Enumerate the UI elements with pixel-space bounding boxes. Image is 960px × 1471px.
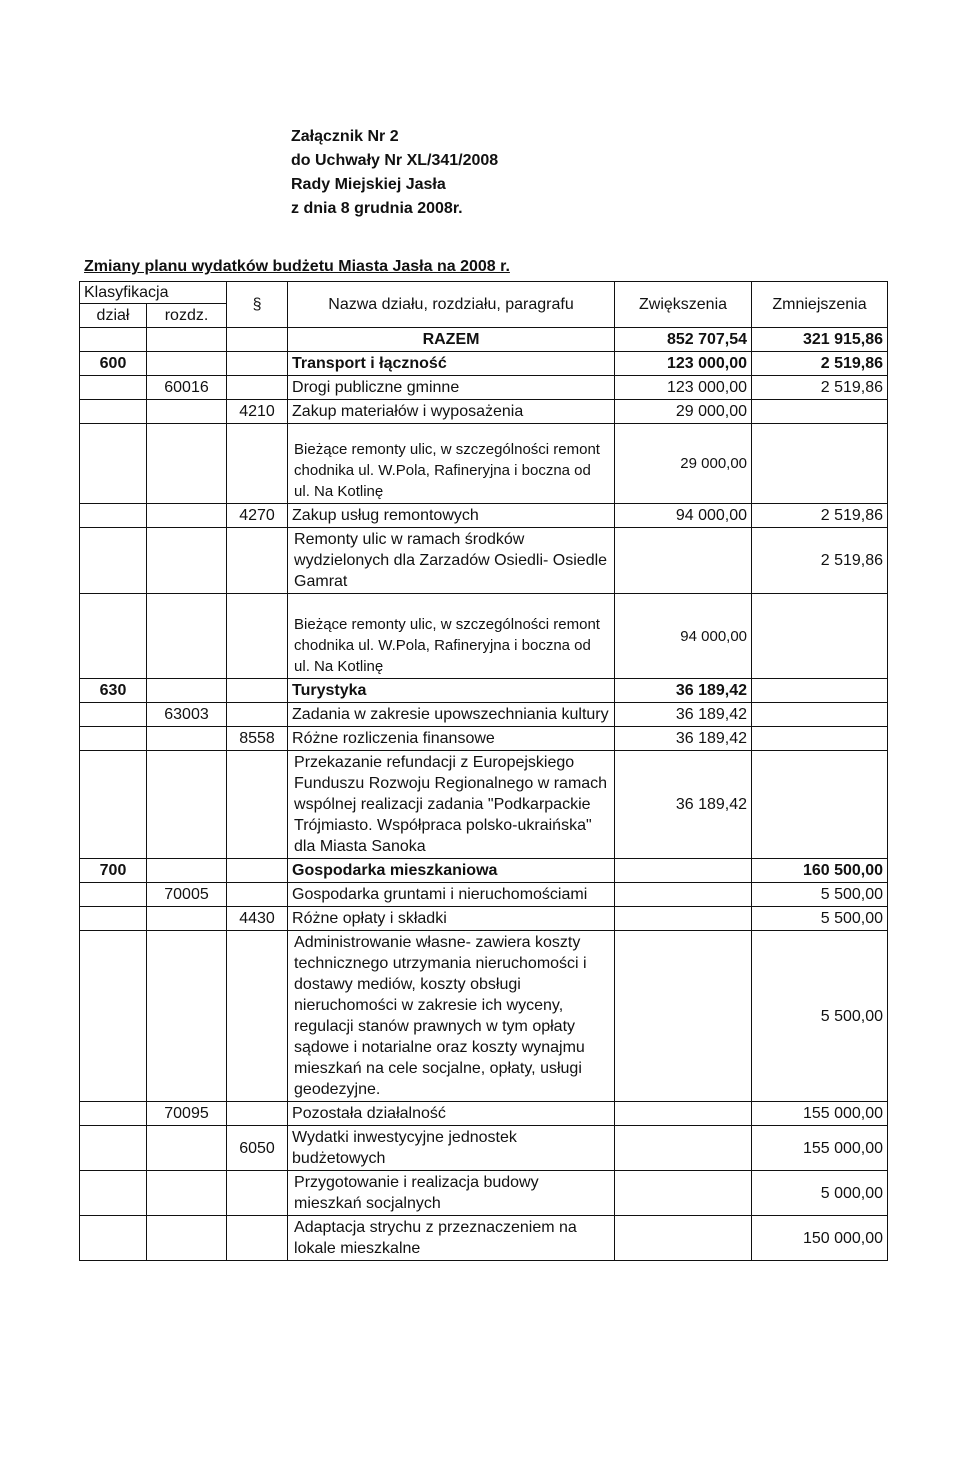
- row-increase: 94 000,00: [615, 594, 752, 679]
- row-decrease: 5 500,00: [752, 931, 888, 1102]
- row-description: Administrowanie własne- zawiera koszty technicznego utrzymania nieruchomości i dostawy mediów, koszty obsługi nieruchomości w zakresie ich wyceny, regulacji stanów prawnych w tym opłaty sądowe i notarialne oraz koszty wynajmu mieszkań na cele socjalne, opłaty, usługi geodezyjne.: [288, 931, 615, 1102]
- row-increase: 29 000,00: [615, 400, 752, 424]
- table-row: [80, 528, 888, 594]
- header-line-3: Rady Miejskiej Jasła: [291, 176, 446, 193]
- table-row: [80, 751, 888, 859]
- row-description: Przygotowanie i realizacja budowy mieszkań socjalnych: [288, 1171, 615, 1216]
- row-name: Zakup usług remontowych: [288, 504, 615, 528]
- table-row: [80, 1126, 888, 1171]
- row-increase: 36 189,42: [615, 727, 752, 751]
- row-decrease: 150 000,00: [752, 1216, 888, 1261]
- row-name: Pozostała działalność: [288, 1102, 615, 1126]
- row-decrease: 155 000,00: [752, 1126, 888, 1171]
- table-row: [80, 376, 888, 400]
- row-rozdz: 70005: [147, 883, 227, 907]
- table-row: [80, 1171, 888, 1216]
- row-increase: 29 000,00: [615, 424, 752, 504]
- table-row: [80, 594, 888, 679]
- nazwa-header: Nazwa działu, rozdziału, paragrafu: [288, 282, 615, 328]
- paragraf-header: §: [227, 282, 288, 328]
- table-row: [80, 883, 888, 907]
- row-name: RAZEM: [288, 328, 615, 352]
- document-header: [291, 125, 498, 221]
- row-decrease: 5 000,00: [752, 1171, 888, 1216]
- row-name: Zadania w zakresie upowszechniania kultury: [288, 703, 615, 727]
- row-rozdz: 70095: [147, 1102, 227, 1126]
- table-row: [80, 931, 888, 1102]
- row-dzial: 600: [80, 352, 147, 376]
- row-description: Bieżące remonty ulic, w szczególności remont chodnika ul. W.Pola, Rafineryjna i boczna od ul. Na Kotlinę: [288, 424, 615, 504]
- row-name: Różne rozliczenia finansowe: [288, 727, 615, 751]
- table-row: [80, 400, 888, 424]
- row-rozdz: 63003: [147, 703, 227, 727]
- table-row: [80, 328, 888, 352]
- row-name: Różne opłaty i składki: [288, 907, 615, 931]
- row-increase: 36 189,42: [615, 679, 752, 703]
- row-decrease: 5 500,00: [752, 907, 888, 931]
- zwiekszenia-header: Zwiększenia: [615, 282, 752, 328]
- header-line-1: Załącznik Nr 2: [291, 128, 399, 145]
- header-line-2: do Uchwały Nr XL/341/2008: [291, 152, 499, 169]
- row-decrease: 2 519,86: [752, 376, 888, 400]
- row-decrease: 2 519,86: [752, 352, 888, 376]
- budget-table: [79, 281, 888, 1261]
- row-decrease: 5 500,00: [752, 883, 888, 907]
- table-row: [80, 703, 888, 727]
- row-increase: 94 000,00: [615, 504, 752, 528]
- table-row: [80, 907, 888, 931]
- row-description: Przekazanie refundacji z Europejskiego Funduszu Rozwoju Regionalnego w ramach wspólnej realizacji zadania "Podkarpackie Trójmiasto. Współpraca polsko-ukraińska" dla Miasta Sanoka: [288, 751, 615, 859]
- row-name: Gospodarka gruntami i nieruchomościami: [288, 883, 615, 907]
- row-increase: 36 189,42: [615, 751, 752, 859]
- page-title: Zmiany planu wydatków budżetu Miasta Jasła na 2008 r.: [84, 258, 510, 275]
- row-increase: 852 707,54: [615, 328, 752, 352]
- row-name: Wydatki inwestycyjne jednostek budżetowych: [288, 1126, 615, 1171]
- table-row: [80, 727, 888, 751]
- dzial-header: dział: [80, 304, 147, 328]
- zmniejszenia-header: Zmniejszenia: [752, 282, 888, 328]
- table-row: [80, 352, 888, 376]
- table-row: [80, 679, 888, 703]
- row-decrease: 155 000,00: [752, 1102, 888, 1126]
- row-name: Zakup materiałów i wyposażenia: [288, 400, 615, 424]
- row-paragraf: 6050: [227, 1126, 288, 1171]
- row-name: Transport i łączność: [288, 352, 615, 376]
- row-dzial: 700: [80, 859, 147, 883]
- row-description: Remonty ulic w ramach środków wydzielonych dla Zarzadów Osiedli- Osiedle Gamrat: [288, 528, 615, 594]
- table-row: [80, 1216, 888, 1261]
- row-decrease: 321 915,86: [752, 328, 888, 352]
- row-dzial: 630: [80, 679, 147, 703]
- row-name: Turystyka: [288, 679, 615, 703]
- table-header-row: [80, 282, 888, 304]
- table-row: [80, 859, 888, 883]
- row-rozdz: 60016: [147, 376, 227, 400]
- row-increase: 123 000,00: [615, 352, 752, 376]
- row-description: Adaptacja strychu z przeznaczeniem na lokale mieszkalne: [288, 1216, 615, 1261]
- table-row: [80, 1102, 888, 1126]
- row-decrease: 2 519,86: [752, 528, 888, 594]
- table-row: [80, 504, 888, 528]
- row-increase: 123 000,00: [615, 376, 752, 400]
- row-name: Gospodarka mieszkaniowa: [288, 859, 615, 883]
- row-paragraf: 4210: [227, 400, 288, 424]
- row-description: Bieżące remonty ulic, w szczególności remont chodnika ul. W.Pola, Rafineryjna i boczna od ul. Na Kotlinę: [288, 594, 615, 679]
- row-decrease: 160 500,00: [752, 859, 888, 883]
- rozdz-header: rozdz.: [147, 304, 227, 328]
- row-increase: 36 189,42: [615, 703, 752, 727]
- row-paragraf: 4430: [227, 907, 288, 931]
- header-line-4: z dnia 8 grudnia 2008r.: [291, 200, 463, 217]
- row-decrease: 2 519,86: [752, 504, 888, 528]
- row-paragraf: 8558: [227, 727, 288, 751]
- row-paragraf: 4270: [227, 504, 288, 528]
- klasyfikacja-header: Klasyfikacja: [80, 282, 227, 304]
- row-name: Drogi publiczne gminne: [288, 376, 615, 400]
- table-row: [80, 424, 888, 504]
